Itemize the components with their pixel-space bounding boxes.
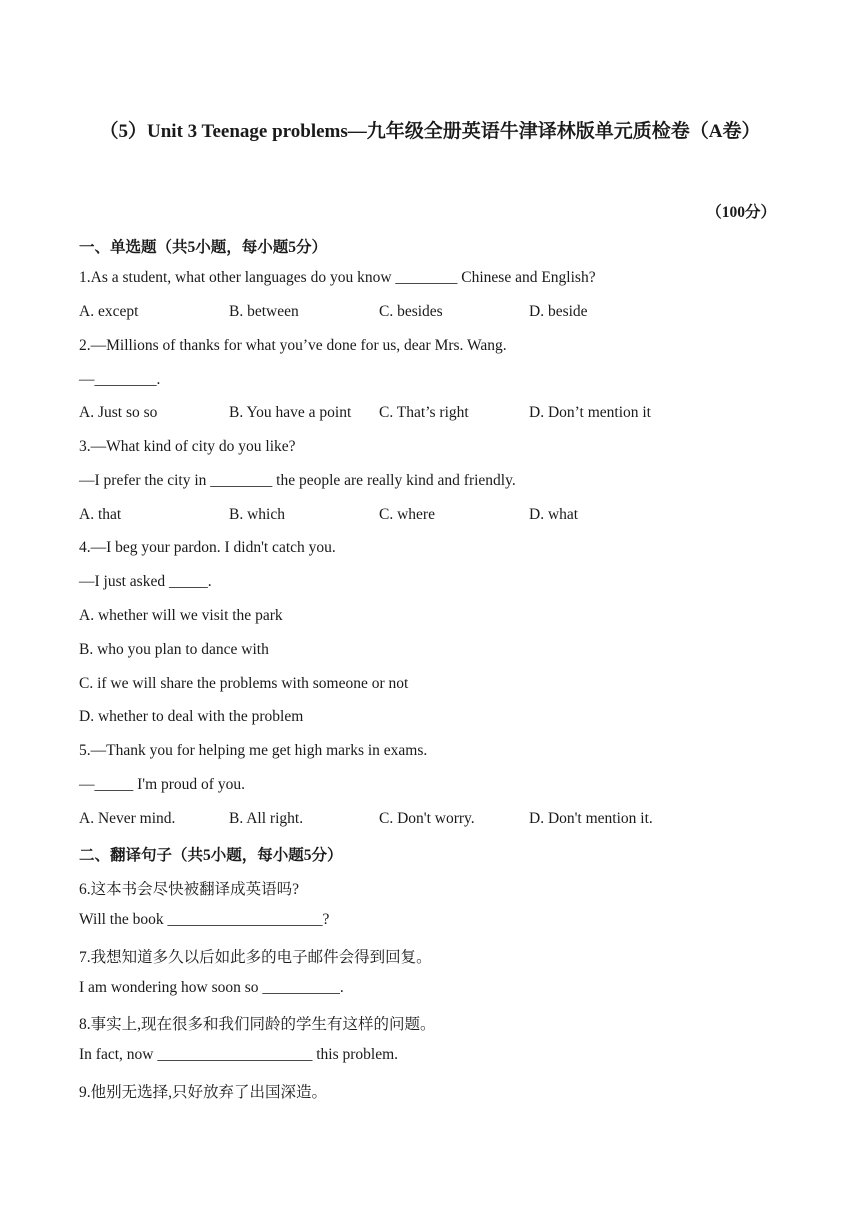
question-4-option-d: D. whether to deal with the problem <box>79 708 304 725</box>
option-d: D. beside <box>529 303 588 320</box>
question-4-stem: 4.—I beg your pardon. I didn't catch you. <box>79 539 336 556</box>
question-4-option-b: B. who you plan to dance with <box>79 641 269 658</box>
option-a: A. except <box>79 303 139 320</box>
question-1-stem: 1.As a student, what other languages do you know ________ Chinese and English? <box>79 269 596 286</box>
question-4-response: —I just asked _____. <box>79 573 212 590</box>
translation-9-prompt: 9.他别无选择,只好放弃了出国深造。 <box>79 1084 328 1101</box>
option-a: A. Just so so <box>79 404 158 421</box>
option-c: C. Don't worry. <box>379 810 475 827</box>
exam-title: （5）Unit 3 Teenage problems—九年级全册英语牛津译林版单元质检卷（A卷） <box>99 121 761 142</box>
option-c: C. That’s right <box>379 404 469 421</box>
section-heading-single-choice: 一、单选题（共5小题，每小题5分） <box>79 239 328 256</box>
question-4-option-a: A. whether will we visit the park <box>79 607 283 624</box>
translation-7-prompt: 7.我想知道多久以后如此多的电子邮件会得到回复。 <box>79 949 432 966</box>
option-c: C. where <box>379 506 435 523</box>
translation-6-prompt: 6.这本书会尽快被翻译成英语吗? <box>79 881 300 898</box>
translation-8-prompt: 8.事实上,现在很多和我们同龄的学生有这样的问题。 <box>79 1016 436 1033</box>
question-5-options <box>79 810 699 828</box>
translation-8-answer: In fact, now ____________________ this problem. <box>79 1046 399 1063</box>
option-c: C. besides <box>379 303 443 320</box>
option-b: B. You have a point <box>229 404 352 421</box>
option-d: D. Don’t mention it <box>529 404 651 421</box>
question-1-options <box>79 303 699 321</box>
option-a: A. that <box>79 506 122 523</box>
option-a: A. Never mind. <box>79 810 176 827</box>
total-score: （100分） <box>706 204 776 221</box>
translation-6-answer: Will the book ____________________? <box>79 911 330 928</box>
section-heading-translation: 二、翻译句子（共5小题，每小题5分） <box>79 847 343 864</box>
question-4-option-c: C. if we will share the problems with someone or not <box>79 675 409 692</box>
translation-7-answer: I am wondering how soon so __________. <box>79 979 344 996</box>
option-b: B. between <box>229 303 299 320</box>
question-3-response: —I prefer the city in ________ the people are really kind and friendly. <box>79 472 516 489</box>
question-2-options <box>79 404 699 422</box>
option-b: B. All right. <box>229 810 304 827</box>
question-3-options <box>79 506 699 524</box>
question-3-stem: 3.—What kind of city do you like? <box>79 438 296 455</box>
option-d: D. what <box>529 506 579 523</box>
question-2-stem: 2.—Millions of thanks for what you’ve done for us, dear Mrs. Wang. <box>79 337 507 354</box>
option-b: B. which <box>229 506 285 523</box>
option-d: D. Don't mention it. <box>529 810 653 827</box>
question-5-response: —_____ I'm proud of you. <box>79 776 245 793</box>
question-5-stem: 5.—Thank you for helping me get high marks in exams. <box>79 742 428 759</box>
question-2-response: —________. <box>79 371 161 388</box>
